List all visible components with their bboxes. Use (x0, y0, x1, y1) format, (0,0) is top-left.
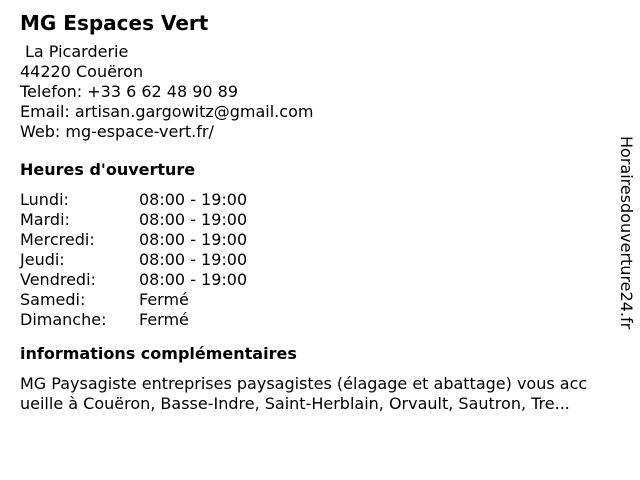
hours-day: Vendredi: (20, 270, 96, 289)
hours-time: 08:00 - 19:00 (139, 190, 248, 209)
address-street: La Picarderie (25, 42, 129, 61)
hours-title: Heures d'ouverture (20, 160, 196, 179)
hours-day: Mercredi: (20, 230, 95, 249)
email-text: Email: artisan.gargowitz@gmail.com (20, 102, 314, 121)
site-brand-vertical: Horairesdouverture24.fr (617, 136, 636, 330)
hours-row (20, 210, 632, 230)
info-description (20, 374, 632, 414)
business-name: MG Espaces Vert (20, 11, 209, 35)
info-line-1: MG Paysagiste entreprises paysagistes (élagage et abattage) vous acc (20, 374, 588, 393)
hours-time: 08:00 - 19:00 (139, 230, 248, 249)
info-title: informations complémentaires (20, 344, 297, 363)
hours-table (20, 190, 632, 330)
hours-row (20, 290, 632, 310)
business-card (20, 10, 632, 414)
hours-time: 08:00 - 19:00 (139, 250, 248, 269)
phone-text: Telefon: +33 6 62 48 90 89 (20, 82, 239, 101)
hours-time: 08:00 - 19:00 (139, 270, 248, 289)
contact-block (20, 42, 632, 142)
hours-day: Dimanche: (20, 310, 107, 329)
hours-time: Fermé (139, 310, 189, 329)
hours-day: Jeudi: (20, 250, 65, 269)
hours-day: Mardi: (20, 210, 70, 229)
hours-row (20, 250, 632, 270)
hours-row (20, 230, 632, 250)
hours-row (20, 270, 632, 290)
info-line-2: ueille à Couëron, Basse-Indre, Saint-Herblain, Orvault, Sautron, Tre... (20, 394, 570, 413)
hours-time: Fermé (139, 290, 189, 309)
hours-time: 08:00 - 19:00 (139, 210, 248, 229)
hours-row (20, 310, 632, 330)
hours-day: Samedi: (20, 290, 86, 309)
hours-row (20, 190, 632, 210)
website-text: Web: mg-espace-vert.fr/ (20, 122, 214, 141)
address-city: 44220 Couëron (20, 62, 144, 81)
hours-day: Lundi: (20, 190, 69, 209)
